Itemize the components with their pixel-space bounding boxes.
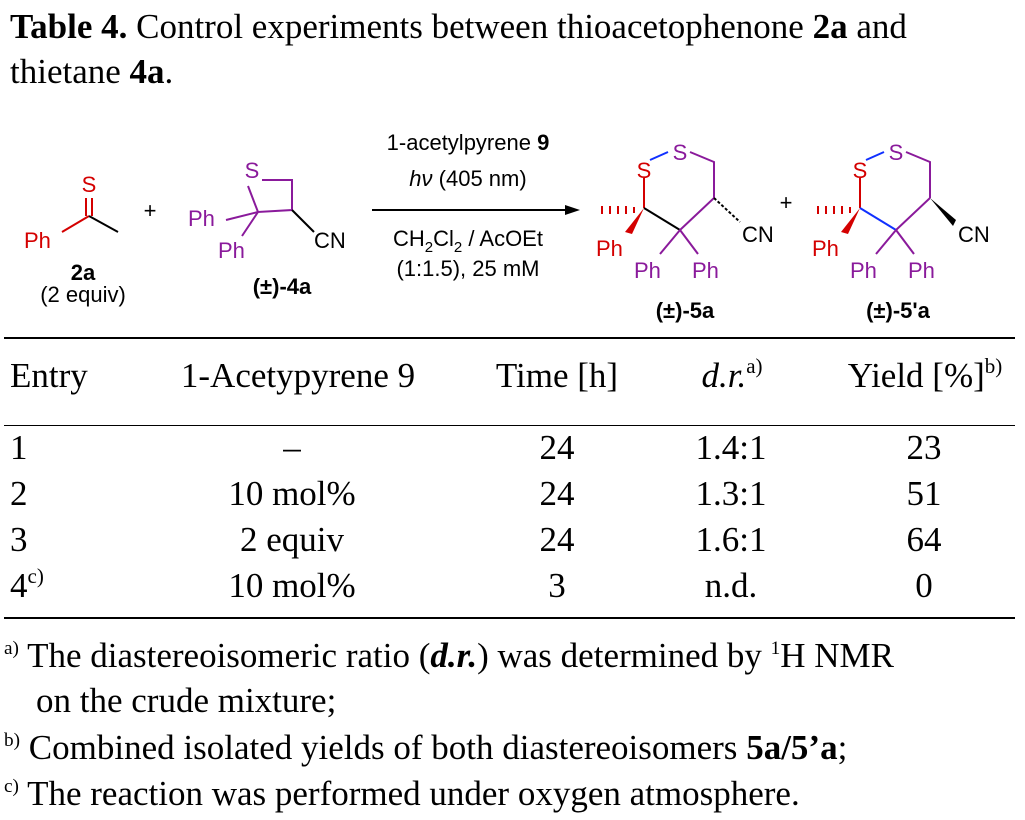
cell-dr: 1.3:1 [695, 474, 767, 513]
header-dr-text: d.r. [701, 356, 747, 395]
plus-sign: + [143, 198, 157, 223]
compound-sublabel-2a: (2 equiv) [40, 282, 126, 307]
footnote-b: $^{b)}$ Combined isolated yields of both diastereoisomers 5a/5’a; [4, 728, 848, 767]
atom-ph: Ph [634, 258, 661, 283]
compound-label-5prime-a: (±)-5'a [866, 298, 930, 323]
atom-cn: CN [314, 228, 346, 253]
reaction-scheme [0, 120, 1025, 330]
atom-ph: Ph [188, 206, 215, 231]
table-top-rule [4, 337, 1015, 339]
table-header-rule [4, 425, 1015, 426]
cell-yield: 23 [906, 428, 942, 467]
caption-prefix: Table 4. [10, 7, 128, 46]
cell-catalyst: – [283, 428, 301, 467]
caption-text: thietane [10, 52, 130, 91]
plus-sign: + [779, 190, 793, 215]
product-5prime-a-structure [812, 140, 990, 323]
caption-compound-2a: 2a [812, 7, 848, 46]
cell-entry: 4$^{c)}$ [10, 564, 44, 605]
atom-ph: Ph [596, 236, 623, 261]
condition-catalyst: 1-acetylpyrene 9 [386, 130, 550, 155]
atom-s: S [81, 172, 97, 197]
footnote-a: $^{a)}$ The diastereoisomeric ratio (d.r.) was determined by $^1$H NMR [4, 636, 895, 675]
cell-yield: 64 [906, 520, 942, 559]
atom-s: S [244, 158, 260, 183]
condition-solvent: $CH_2Cl_2$ / AcOEt [393, 226, 543, 256]
caption-compound-4a: 4a [129, 52, 165, 91]
compound-label-4a: (±)-4a [252, 274, 312, 299]
atom-s: S [672, 140, 688, 165]
atom-ph: Ph [218, 238, 245, 263]
cell-yield: 51 [906, 474, 942, 513]
caption-text: and [847, 7, 907, 46]
cell-dr: n.d. [704, 566, 758, 605]
caption-text: Control experiments between thioacetophenone [136, 7, 813, 46]
atom-s: S [636, 158, 652, 183]
header-yield [848, 356, 1003, 400]
atom-ph: Ph [812, 236, 839, 261]
reaction-arrow [372, 205, 580, 215]
atom-s: S [888, 140, 904, 165]
cell-dr: 1.6:1 [695, 520, 767, 559]
footnote-c: $^{c)}$ The reaction was performed under oxygen atmosphere. [4, 774, 800, 813]
cell-catalyst: 10 mol% [228, 566, 356, 605]
atom-ph: Ph [850, 258, 877, 283]
footnote-mark: a) [746, 354, 763, 378]
header-entry: Entry [10, 356, 88, 395]
product-5a-structure [596, 140, 774, 323]
condition-ratio: (1:1.5), 25 mM [396, 256, 540, 281]
reactant-4a-structure [188, 158, 346, 299]
atom-cn: CN [742, 222, 774, 247]
header-yield-text: Yield [%] [847, 356, 985, 395]
table-bottom-rule [4, 617, 1015, 619]
cell-yield: 0 [915, 566, 933, 605]
header-catalyst: 1-Acetypyrene 9 [180, 356, 416, 395]
cell-dr: 1.4:1 [695, 428, 767, 467]
cell-catalyst: 2 equiv [239, 520, 345, 559]
compound-label-2a: 2a [70, 260, 96, 285]
atom-ph: Ph [24, 228, 51, 253]
atom-ph: Ph [908, 258, 935, 283]
condition-light: hν (405 nm) [409, 166, 527, 191]
cell-catalyst: 10 mol% [228, 474, 356, 513]
table-caption [10, 4, 1015, 94]
cell-entry: 1 [10, 428, 28, 467]
footnote-mark: b) [984, 354, 1003, 378]
cell-time: 24 [539, 520, 575, 559]
header-dr [701, 356, 762, 400]
atom-ph: Ph [692, 258, 719, 283]
header-time: Time [h] [495, 356, 619, 395]
footnote-a-continued: on the crude mixture; [36, 681, 337, 720]
atom-s: S [852, 158, 868, 183]
cell-time: 24 [539, 428, 575, 467]
compound-label-5a: (±)-5a [655, 298, 715, 323]
cell-time: 3 [548, 566, 566, 605]
reactant-2a-structure [24, 172, 126, 307]
caption-text: . [164, 52, 174, 91]
cell-time: 24 [539, 474, 575, 513]
cell-entry: 2 [10, 474, 28, 513]
atom-cn: CN [958, 222, 990, 247]
cell-entry: 3 [10, 520, 28, 559]
